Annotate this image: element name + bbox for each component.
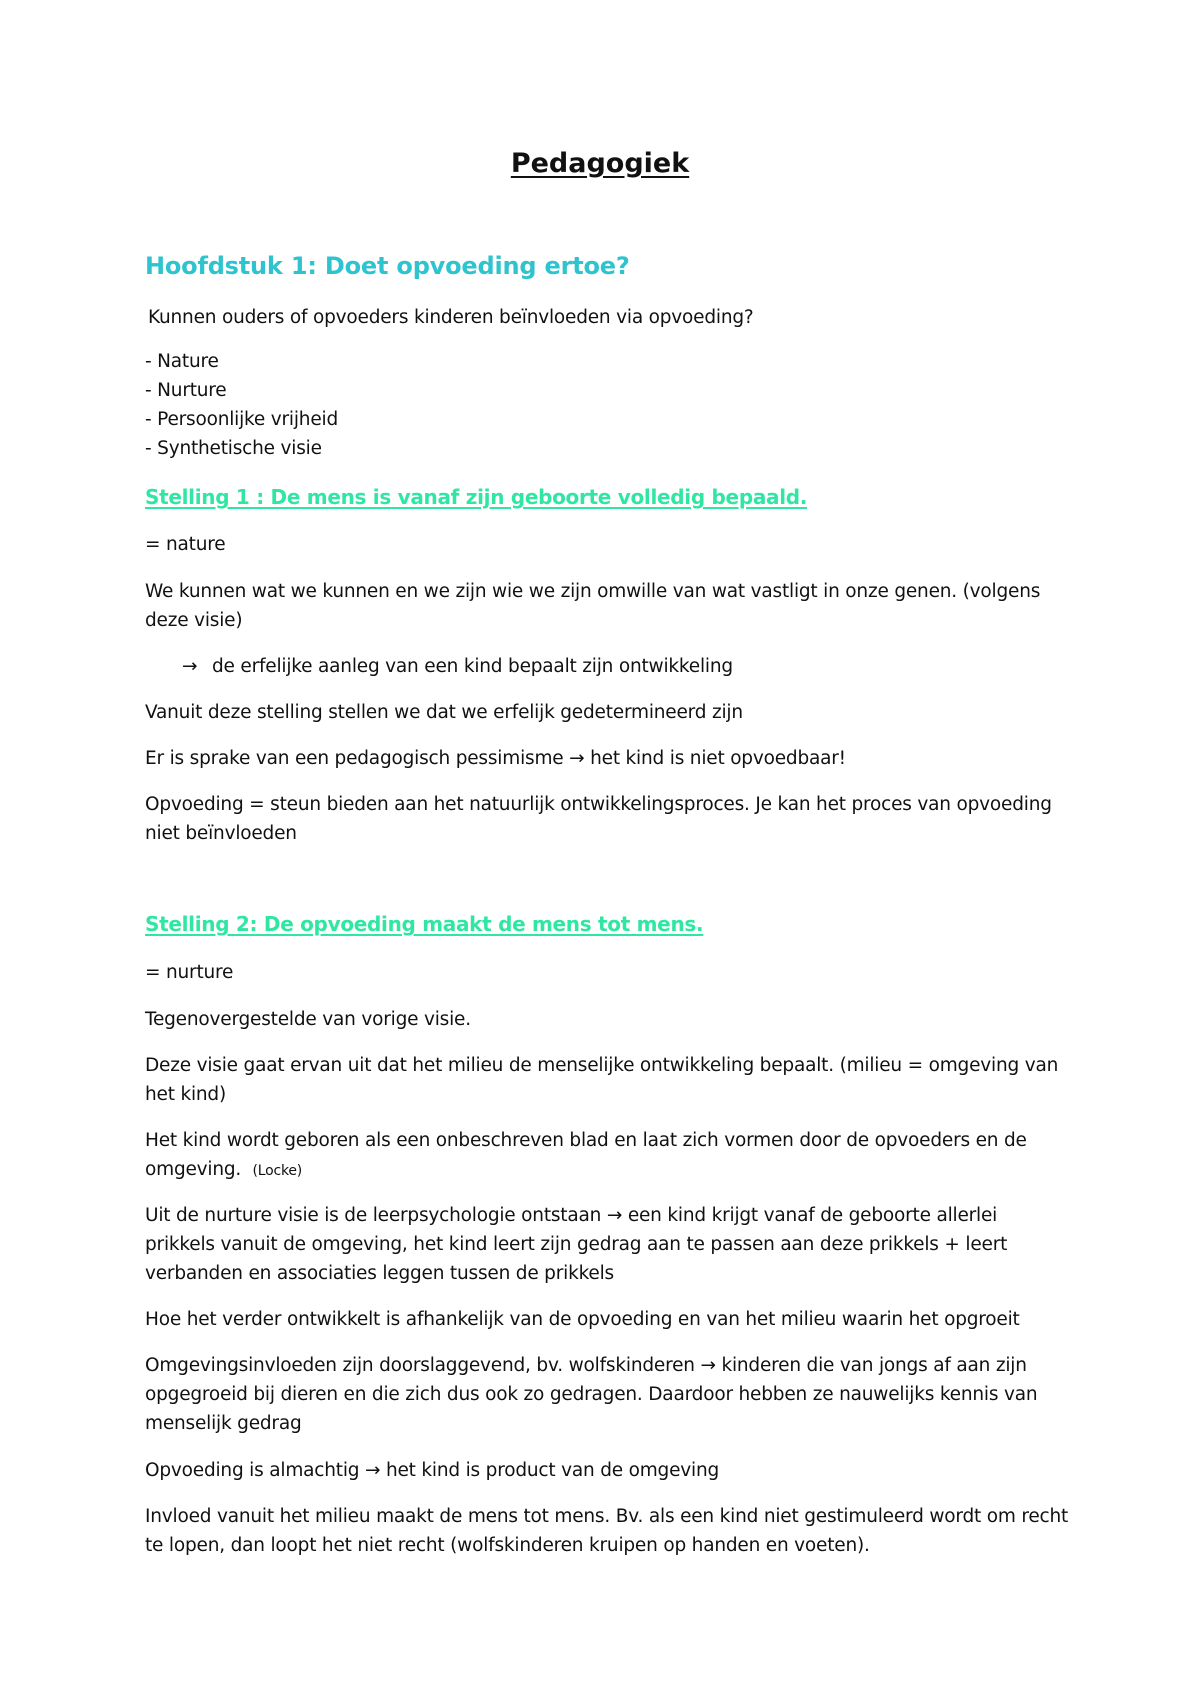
paragraph: Opvoeding = steun bieden aan het natuurlijk ontwikkelingsproces. Je kan het proces van opvoeding — [145, 794, 1052, 815]
paragraph — [145, 1155, 302, 1186]
option-item: - Nurture — [145, 380, 227, 401]
option-item: - Nature — [145, 351, 219, 372]
paragraph: niet beïnvloeden — [145, 823, 297, 844]
paragraph: Invloed vanuit het milieu maakt de mens tot mens. Bv. als een kind niet gestimuleerd wordt om recht — [145, 1506, 1069, 1527]
citation: (Locke) — [252, 1163, 303, 1179]
paragraph: = nurture — [145, 962, 234, 983]
chapter-heading: Hoofdstuk 1: Doet opvoeding ertoe? — [145, 252, 630, 280]
option-item: - Persoonlijke vrijheid — [145, 409, 339, 430]
paragraph: = nature — [145, 534, 226, 555]
stelling-2-heading: Stelling 2: De opvoeding maakt de mens tot mens. — [145, 912, 704, 936]
document-title: Pedagogiek — [510, 148, 690, 179]
paragraph: te lopen, dan loopt het niet recht (wolfskinderen kruipen op handen en voeten). — [145, 1535, 870, 1556]
arrow-bullet-text: de erfelijke aanleg van een kind bepaalt zijn ontwikkeling — [212, 656, 733, 677]
paragraph: deze visie) — [145, 610, 243, 631]
paragraph: Er is sprake van een pedagogisch pessimisme → het kind is niet opvoedbaar! — [145, 748, 846, 769]
arrow-icon: → — [182, 656, 198, 677]
paragraph: het kind) — [145, 1084, 226, 1105]
paragraph: Omgevingsinvloeden zijn doorslaggevend, bv. wolfskinderen → kinderen die van jongs af aan zijn — [145, 1355, 1027, 1376]
arrow-bullet — [182, 652, 733, 681]
paragraph: Opvoeding is almachtig → het kind is product van de omgeving — [145, 1460, 720, 1481]
paragraph: Uit de nurture visie is de leerpsychologie ontstaan → een kind krijgt vanaf de geboorte allerlei — [145, 1205, 998, 1226]
paragraph: verbanden en associaties leggen tussen de prikkels — [145, 1263, 614, 1284]
option-item: - Synthetische visie — [145, 438, 322, 459]
intro-question: Kunnen ouders of opvoeders kinderen beïnvloeden via opvoeding? — [148, 307, 754, 328]
paragraph: Hoe het verder ontwikkelt is afhankelijk van de opvoeding en van het milieu waarin het opgroeit — [145, 1309, 1020, 1330]
paragraph: Tegenovergestelde van vorige visie. — [145, 1009, 471, 1030]
paragraph: We kunnen wat we kunnen en we zijn wie we zijn omwille van wat vastligt in onze genen. (volgens — [145, 581, 1041, 602]
paragraph: Vanuit deze stelling stellen we dat we erfelijk gedetermineerd zijn — [145, 702, 743, 723]
stelling-1-heading: Stelling 1 : De mens is vanaf zijn geboorte volledig bepaald. — [145, 485, 808, 509]
paragraph-text: omgeving. — [145, 1159, 242, 1180]
paragraph: menselijk gedrag — [145, 1413, 302, 1434]
paragraph: prikkels vanuit de omgeving, het kind leert zijn gedrag aan te passen aan deze prikkels + leert — [145, 1234, 1008, 1255]
paragraph: opgegroeid bij dieren en die zich dus ook zo gedragen. Daardoor hebben ze nauwelijks kennis van — [145, 1384, 1038, 1405]
paragraph: Het kind wordt geboren als een onbeschreven blad en laat zich vormen door de opvoeders en de — [145, 1130, 1027, 1151]
paragraph: Deze visie gaat ervan uit dat het milieu de menselijke ontwikkeling bepaalt. (milieu = omgeving van — [145, 1055, 1059, 1076]
